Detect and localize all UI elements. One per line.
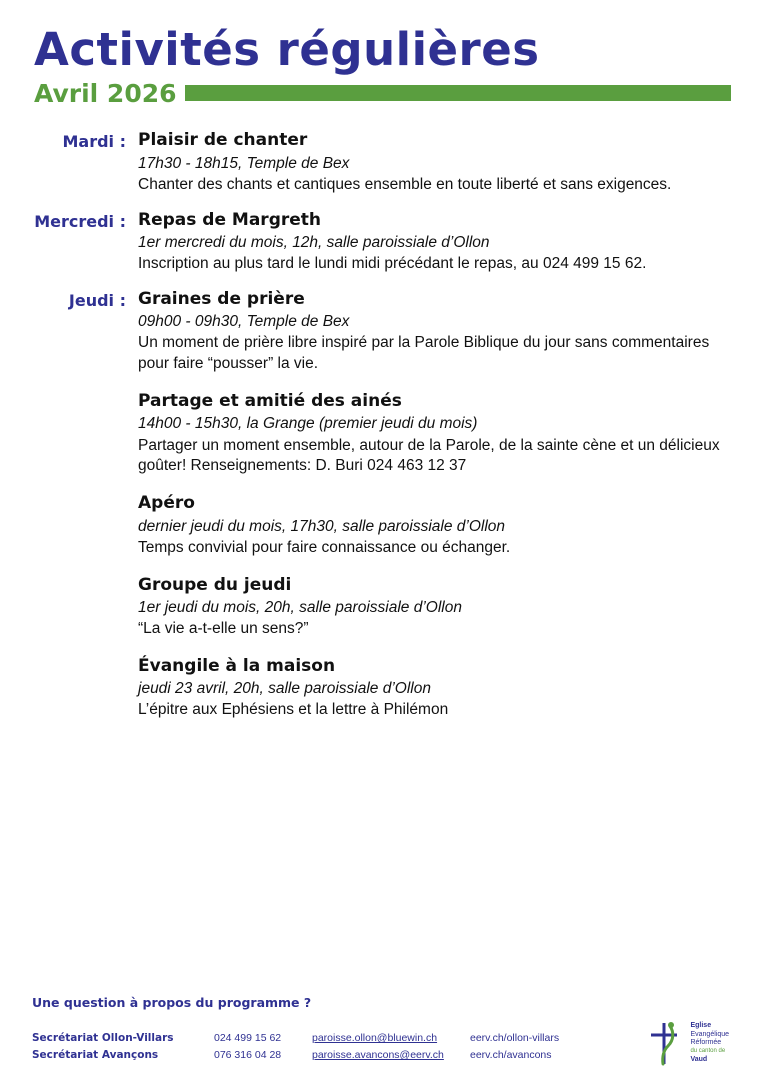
contact-row xyxy=(32,1032,559,1044)
activity-item xyxy=(138,130,731,195)
activity-title: Partage et amitié des ainés xyxy=(138,391,402,412)
day-label: Jeudi : xyxy=(68,290,126,310)
activity-title: Évangile à la maison xyxy=(138,655,336,676)
schedule-list xyxy=(0,130,765,733)
day-activities xyxy=(138,130,731,207)
activity-item xyxy=(138,493,731,558)
activity-title: Plaisir de chanter xyxy=(138,130,308,151)
contact-website[interactable]: eerv.ch/ollon-villars xyxy=(470,1032,560,1044)
activity-title: Groupe du jeudi xyxy=(138,574,292,595)
activity-when: 14h00 - 15h30, la Grange (premier jeudi du mois) xyxy=(138,415,478,433)
activity-description: Partager un moment ensemble, autour de la Parole, de la sainte cène et un délicieux goûter! Renseignements: D. Buri 024 463 12 37 xyxy=(138,436,720,475)
contact-website[interactable]: eerv.ch/avancons xyxy=(470,1049,552,1061)
logo-line-1: Eglise xyxy=(690,1021,712,1029)
activity-when: 1er jeudi du mois, 20h, salle paroissiale d’Ollon xyxy=(138,598,462,616)
page-subtitle: Avril 2026 xyxy=(34,79,177,109)
activity-item xyxy=(138,575,731,640)
day-block-mercredi xyxy=(0,210,731,287)
activity-when: jeudi 23 avril, 20h, salle paroissiale d’Ollon xyxy=(138,680,431,698)
footer-body xyxy=(32,1020,735,1066)
activity-description: Temps convivial pour faire connaissance ou échanger. xyxy=(138,538,511,556)
contact-email-link[interactable]: paroisse.avancons@eerv.ch xyxy=(312,1049,444,1061)
activity-description: Un moment de prière libre inspiré par la Parole Biblique du jour sans commentaires pour faire “pousser” la vie. xyxy=(138,334,710,373)
day-label: Mardi : xyxy=(62,132,126,152)
cross-figure-icon xyxy=(644,1020,684,1066)
activity-when: 09h00 - 09h30, Temple de Bex xyxy=(138,313,350,331)
day-activities xyxy=(138,210,731,287)
logo-line-2: Evangélique xyxy=(690,1030,729,1038)
activity-description: L’épitre aux Ephésiens et la lettre à Philémon xyxy=(138,701,449,719)
logo-line-4: du canton de xyxy=(690,1048,726,1054)
subtitle-row xyxy=(34,79,731,108)
contact-phone: 024 499 15 62 xyxy=(214,1032,282,1044)
day-activities xyxy=(138,289,731,733)
green-rule xyxy=(185,85,731,101)
poster-footer xyxy=(0,995,765,1066)
day-block-mardi xyxy=(0,130,731,207)
activity-title: Graines de prière xyxy=(138,288,305,309)
poster-header xyxy=(0,0,765,108)
activity-when: dernier jeudi du mois, 17h30, salle paroissiale d’Ollon xyxy=(138,517,506,535)
day-label: Mercredi : xyxy=(34,211,126,231)
activity-item xyxy=(138,210,731,275)
eerv-logo xyxy=(644,1020,735,1066)
activity-title: Apéro xyxy=(138,493,195,514)
activity-description: “La vie a-t-elle un sens?” xyxy=(138,620,309,638)
activity-description: Chanter des chants et cantiques ensemble en toute liberté et sans exigences. xyxy=(138,175,672,193)
activity-item xyxy=(138,391,731,477)
footer-question: Une question à propos du programme ? xyxy=(32,995,312,1010)
contact-list xyxy=(32,1032,559,1066)
contact-phone: 076 316 04 28 xyxy=(214,1049,282,1061)
logo-line-5: Vaud xyxy=(690,1055,708,1063)
activity-item xyxy=(138,289,731,375)
activity-when: 17h30 - 18h15, Temple de Bex xyxy=(138,154,350,172)
contact-email-link[interactable]: paroisse.ollon@bluewin.ch xyxy=(312,1032,438,1044)
page-title: Activités régulières xyxy=(34,23,540,76)
logo-text xyxy=(690,1022,729,1065)
activity-when: 1er mercredi du mois, 12h, salle paroissiale d’Ollon xyxy=(138,233,490,251)
day-block-jeudi xyxy=(0,289,731,733)
logo-line-3: Réformée xyxy=(690,1039,722,1047)
activity-title: Repas de Margreth xyxy=(138,209,321,230)
contact-name: Secrétariat Avançons xyxy=(32,1049,159,1061)
contact-name: Secrétariat Ollon-Villars xyxy=(32,1032,174,1044)
contact-row xyxy=(32,1049,559,1061)
activity-description: Inscription au plus tard le lundi midi précédant le repas, au 024 499 15 62. xyxy=(138,254,647,272)
activity-item xyxy=(138,656,731,721)
